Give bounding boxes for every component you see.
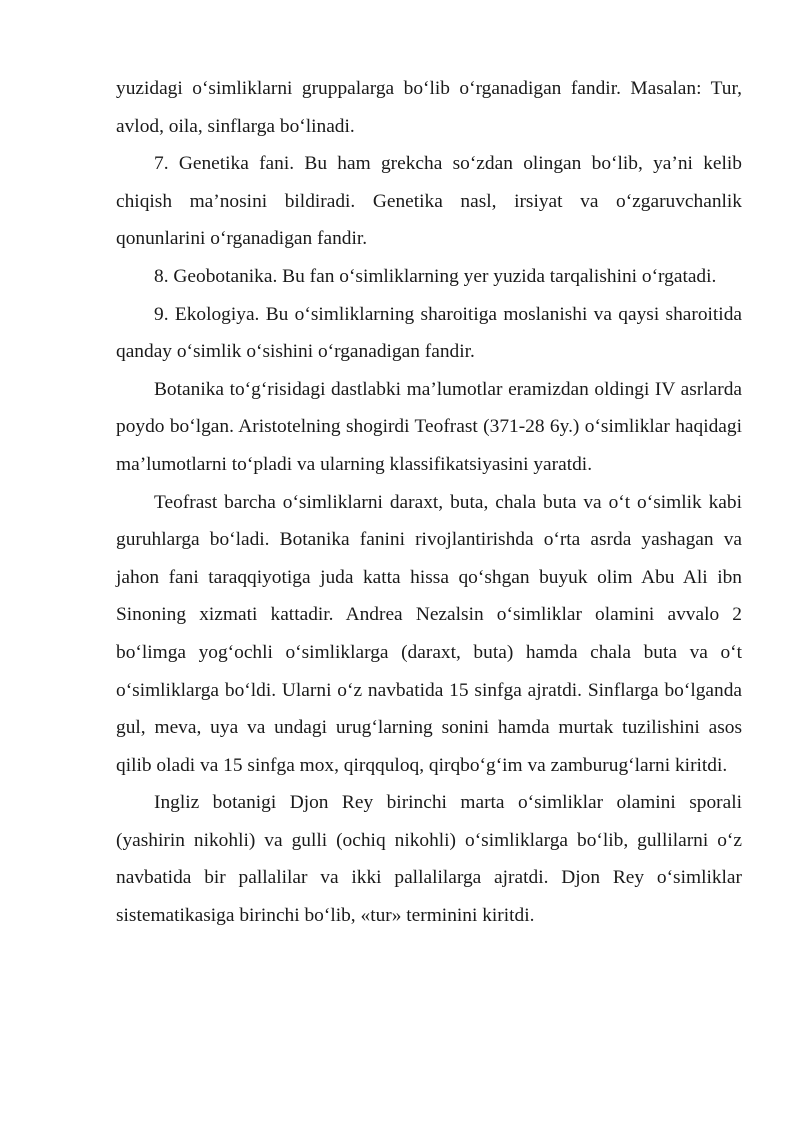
paragraph-teofrast: Teofrast barcha o‘simliklarni daraxt, buta, chala buta va o‘t o‘simlik kabi guruhlarga bo‘ladi. Botanika fanini rivojlantirishda o‘rta asrda yashagan va jahon fani taraqqiyotiga juda katta hissa qo‘shgan buyuk olim Abu Ali ibn Sinoning xizmati kattadir. Andrea Nezalsin o‘simliklar olamini avvalo 2 bo‘limga yog‘ochli o‘simliklarga (daraxt, buta) hamda chala buta va o‘t o‘simliklarga bo‘ldi. Ularni o‘z navbatida 15 sinfga ajratdi. Sinflarga bo‘lganda gul, meva, uya va undagi urug‘larning sonini hamda murtak tuzilishini asos qilib oladi va 15 sinfga mox, qirqquloq, qirqbo‘g‘im va zamburug‘larni kiritdi. [116, 491, 742, 776]
paragraph-djon-rey: Ingliz botanigi Djon Rey birinchi marta o‘simliklar olamini sporali (yashirin nikohli) va gulli (ochiq nikohli) o‘simliklarga bo‘lib, gullilarni o‘z navbatida bir pallalilar va ikki pallalilarga ajratdi. Djon Rey o‘simliklar sistematikasiga birinchi bo‘lib, «tur» terminini kiritdi. [116, 792, 742, 927]
paragraph-continuation: yuzidagi o‘simliklarni gruppalarga bo‘lib o‘rganadigan fandir. Masalan: Tur, avlod, oila, sinflarga bo‘linadi. [116, 78, 742, 137]
paragraph-ekologiya: 9. Ekologiya. Bu o‘simliklarning sharoitiga moslanishi va qaysi sharoitida qanday o‘simlik o‘sishini o‘rganadigan fandir. [116, 303, 742, 363]
paragraph-botanika-history: Botanika to‘g‘risidagi dastlabki ma’lumotlar eramizdan oldingi IV asrlarda poydo bo‘lgan. Aristotelning shogirdi Teofrast (371-28 6y.) o‘simliklar haqidagi ma’lumotlarni to‘pladi va ularning klassifikatsiyasini yaratdi. [116, 378, 742, 475]
paragraph-genetika: 7. Genetika fani. Bu ham grekcha so‘zdan olingan bo‘lib, ya’ni kelib chiqish ma’nosini bildiradi. Genetika nasl, irsiyat va o‘zgaruvchanlik qonunlarini o‘rganadigan fandir. [116, 153, 742, 250]
paragraph-geobotanika: 8. Geobotanika. Bu fan o‘simliklarning yer yuzida tarqalishini o‘rgatadi. [154, 265, 717, 287]
document-body [116, 70, 742, 935]
